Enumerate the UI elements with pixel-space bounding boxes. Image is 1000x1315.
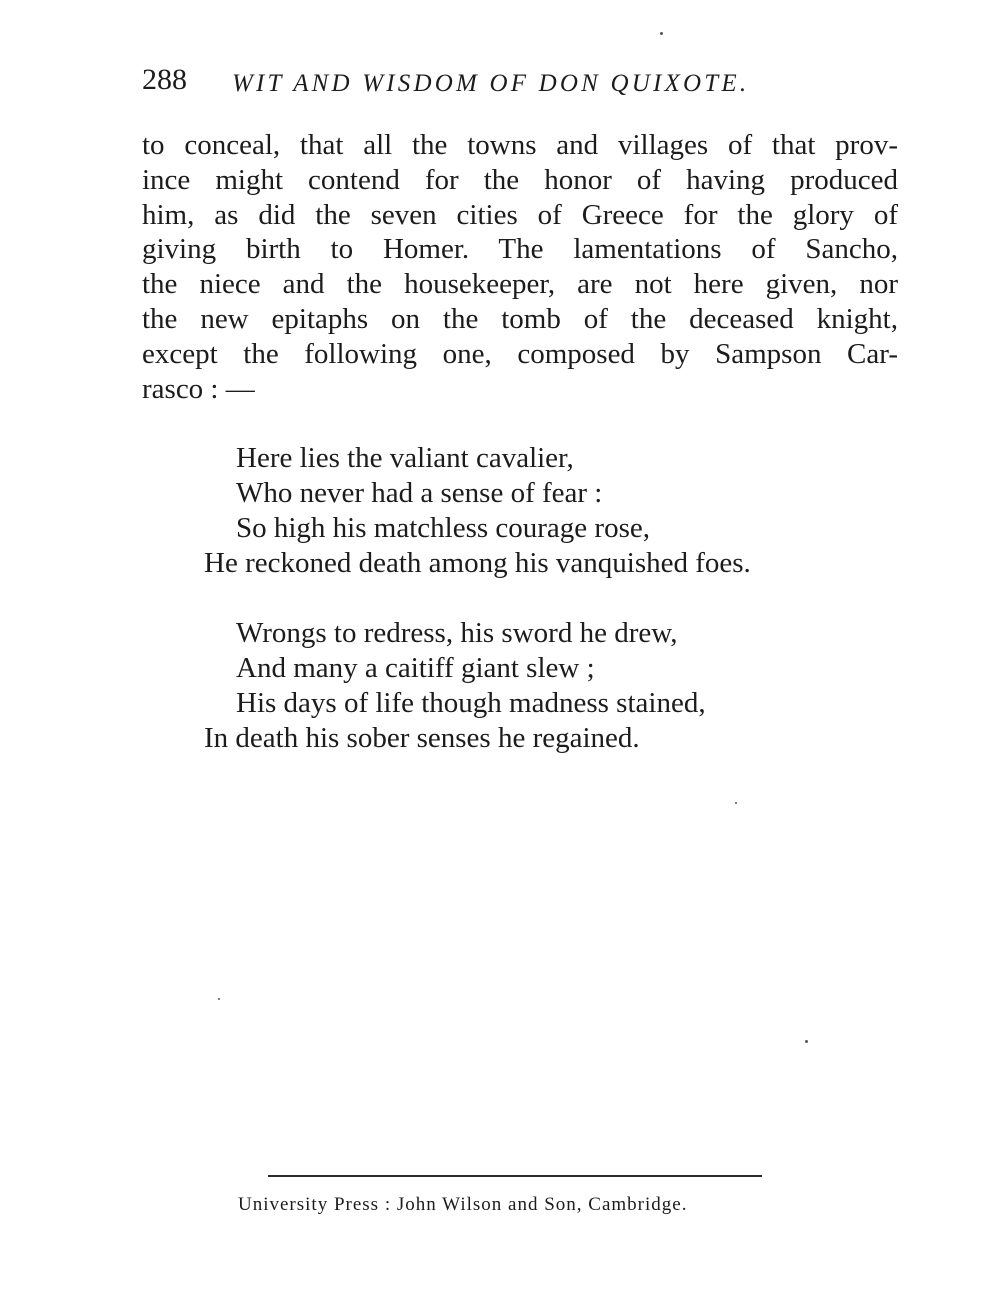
scan-speck [218,998,220,1000]
running-title: WIT AND WISDOM OF DON QUIXOTE. [232,70,750,97]
verse-line: Wrongs to redress, his sword he drew, [236,617,678,649]
scan-speck [735,802,737,804]
page-header [142,62,832,102]
prose-line: except the following one, composed by Sampson Car- [142,337,898,370]
verse-line: And many a caitiff giant slew ; [236,652,595,684]
epitaph-stanza-1 [204,441,904,581]
prose-line: giving birth to Homer. The lamentations of Sancho, [142,233,898,266]
epitaph-stanza-2 [204,616,904,756]
scan-speck [805,1040,808,1043]
verse-line: Who never had a sense of fear : [236,477,603,509]
prose-line: to conceal, that all the towns and villages of that prov- [142,129,898,161]
prose-line: ince might contend for the honor of having produced [142,163,898,196]
verse-line: In death his sober senses he regained. [204,722,640,754]
scan-speck [660,32,663,35]
prose-line: rasco : — [142,372,255,405]
prose-line: the niece and the housekeeper, are not here given, nor [142,268,898,301]
prose-paragraph [142,128,898,406]
printer-imprint: University Press : John Wilson and Son, Cambridge. [238,1194,688,1215]
footer-rule [268,1175,762,1177]
verse-line: So high his matchless courage rose, [236,512,650,544]
verse-line: His days of life though madness stained, [236,687,706,719]
page-number: 288 [142,63,187,96]
prose-line: the new epitaphs on the tomb of the deceased knight, [142,302,898,335]
verse-line: Here lies the valiant cavalier, [236,442,574,474]
verse-line: He reckoned death among his vanquished foes. [204,547,751,579]
prose-line: him, as did the seven cities of Greece for the glory of [142,198,898,231]
